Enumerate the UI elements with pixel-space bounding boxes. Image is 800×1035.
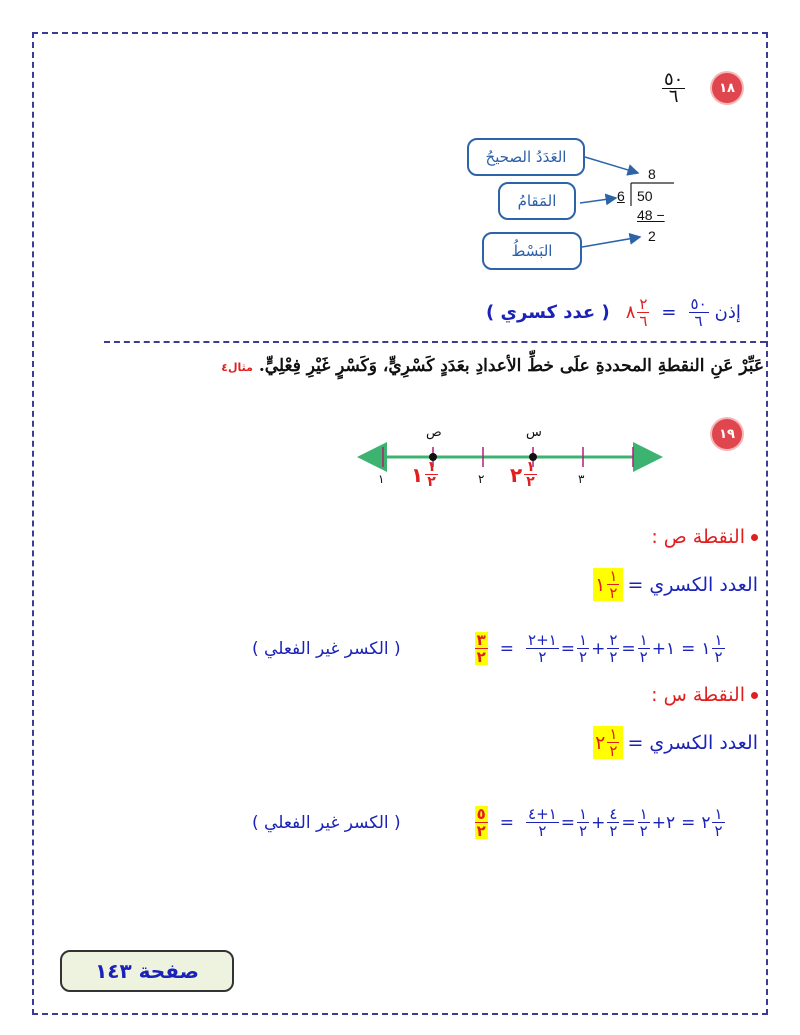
seen-d4: ٢: [579, 822, 588, 840]
sad-eq3: =: [621, 638, 636, 659]
sad-w1: ١: [701, 638, 711, 659]
tick-label-3: ٣: [578, 472, 585, 486]
point-sad-mixed-whole: ١: [595, 573, 606, 596]
question-number-18: ١٨: [712, 73, 742, 103]
conclusion-equals: =: [661, 302, 677, 323]
seen-eq3: =: [621, 812, 636, 833]
sad-plus1: +: [591, 638, 606, 659]
sad-d1: ٢: [714, 648, 723, 666]
seen-n1: ١: [714, 805, 723, 823]
label-numerator: البَسْطُ: [482, 232, 582, 270]
sad-d3: ٢: [609, 648, 618, 666]
point-seen-equation: [252, 806, 727, 839]
section-divider: [104, 341, 766, 343]
seen-sum-den: ٢: [538, 822, 547, 840]
seen-eq4: =: [681, 812, 696, 833]
point-seen-mixed-label: العدد الكسري =: [627, 731, 758, 754]
seen-plus2: +: [651, 812, 666, 833]
bullet-icon: [751, 534, 758, 541]
point-seen-mixed-whole: ٢: [595, 731, 606, 754]
point-label-sad: ص: [426, 425, 442, 440]
handwritten-sad: [411, 460, 440, 489]
sad-res-num: ٣: [476, 631, 486, 649]
sad-n4: ١: [579, 631, 588, 649]
handwritten-sad-den: ٢: [427, 474, 436, 490]
seen-sum-num: ١+٤: [528, 805, 557, 823]
handwritten-sad-num: ١: [427, 459, 436, 475]
seen-one: ٢: [665, 812, 676, 833]
seen-d1: ٢: [714, 822, 723, 840]
point-sad-equation: [252, 632, 727, 665]
point-sad-mixed-value: [593, 568, 623, 601]
handwritten-seen-whole: ٢: [510, 462, 523, 487]
dividend: 50: [637, 188, 653, 204]
seen-d2: ٢: [639, 822, 648, 840]
division-arrows: [580, 140, 690, 260]
quotient: 8: [648, 166, 656, 182]
point-sad-heading: [651, 526, 758, 548]
point-sad-heading-text: النقطة ص :: [651, 526, 745, 548]
handwritten-sad-whole: ١: [411, 462, 424, 487]
sad-n2: ١: [639, 631, 648, 649]
problem-numerator: ٥٠: [664, 69, 684, 90]
tick-label-1: ١: [378, 472, 385, 486]
seen-res-den: ٢: [476, 822, 486, 840]
seen-eq2: =: [560, 812, 575, 833]
handwritten-seen-num: ١: [526, 459, 535, 475]
point-sad-mixed-label: العدد الكسري =: [627, 573, 758, 596]
sad-sum-num: ١+٢: [528, 631, 557, 649]
sad-res-den: ٢: [476, 648, 486, 666]
sad-one: ١: [665, 638, 676, 659]
sad-sum-den: ٢: [538, 648, 547, 666]
point-seen-heading-text: النقطة س :: [651, 684, 745, 706]
conclusion-note: ( عدد كسري ): [486, 302, 610, 323]
problem-fraction: [660, 69, 687, 107]
conclusion-den: ٦: [694, 312, 703, 330]
point-seen-note: ( الكسر غير الفعلي ): [252, 812, 401, 833]
page-number-tag: صفحة ١٤٣: [60, 950, 234, 992]
seen-eq1: =: [499, 812, 515, 833]
label-denominator: المَقامُ: [498, 182, 576, 220]
sad-n3: ٢: [609, 631, 618, 649]
point-sad-note: ( الكسر غير الفعلي ): [252, 638, 401, 659]
tick-label-2: ٢: [478, 472, 485, 486]
sad-d4: ٢: [579, 648, 588, 666]
sad-n1: ١: [714, 631, 723, 649]
sad-eq4: =: [681, 638, 696, 659]
seen-n2: ١: [639, 805, 648, 823]
seen-n3: ٤: [609, 805, 618, 823]
arrow-to-divisor: [580, 198, 616, 203]
conclusion-frac-num: ٢: [639, 295, 648, 313]
point-sad-mixed: [593, 568, 758, 601]
seen-d3: ٢: [609, 822, 618, 840]
conclusion-prefix: إذن: [714, 302, 741, 323]
conclusion-num: ٥٠: [690, 295, 707, 313]
point-sad-mixed-den: ٢: [609, 584, 618, 602]
handwritten-seen: [510, 460, 539, 489]
seen-n4: ١: [579, 805, 588, 823]
point-sad-mixed-num: ١: [609, 567, 618, 585]
seen-plus1: +: [591, 812, 606, 833]
arrow-to-remainder: [582, 237, 640, 247]
sad-eq2: =: [560, 638, 575, 659]
section-instruction: [221, 356, 764, 376]
remainder: 2: [648, 228, 656, 244]
point-seen-mixed: [593, 726, 758, 759]
sad-plus2: +: [651, 638, 666, 659]
handwritten-seen-den: ٢: [526, 474, 535, 490]
divisor: 6: [617, 188, 625, 204]
question-number-19: ١٩: [712, 419, 742, 449]
point-label-seen: س: [526, 425, 542, 440]
bullet-icon: [751, 692, 758, 699]
arrow-to-quotient: [585, 157, 638, 173]
example-tag: مثال٤: [221, 361, 253, 374]
conclusion-line: [486, 296, 741, 329]
subtracted: 48 −: [637, 207, 665, 223]
point-seen-mixed-num: ١: [609, 725, 618, 743]
problem-denominator: ٦: [668, 86, 679, 107]
sad-eq1: =: [499, 638, 515, 659]
conclusion-whole: ٨: [625, 302, 636, 323]
instruction-text: عَبِّرْ عَنِ النقطةِ المحددةِ علَى خطِّ الأعدادِ بعَدَدٍ كَسْرِيٍّ، وَكَسْرٍ غَيْرِ فِعْلِيٍّ.: [258, 356, 764, 376]
label-whole-number: العَدَدُ الصحيحُ: [467, 138, 585, 176]
sad-d2: ٢: [639, 648, 648, 666]
seen-res-num: ٥: [476, 805, 486, 823]
conclusion-frac-den: ٦: [639, 312, 648, 330]
point-seen-heading: [651, 684, 758, 706]
point-seen-mixed-value: [593, 726, 623, 759]
point-seen-mixed-den: ٢: [609, 742, 618, 760]
seen-w1: ٢: [701, 812, 711, 833]
